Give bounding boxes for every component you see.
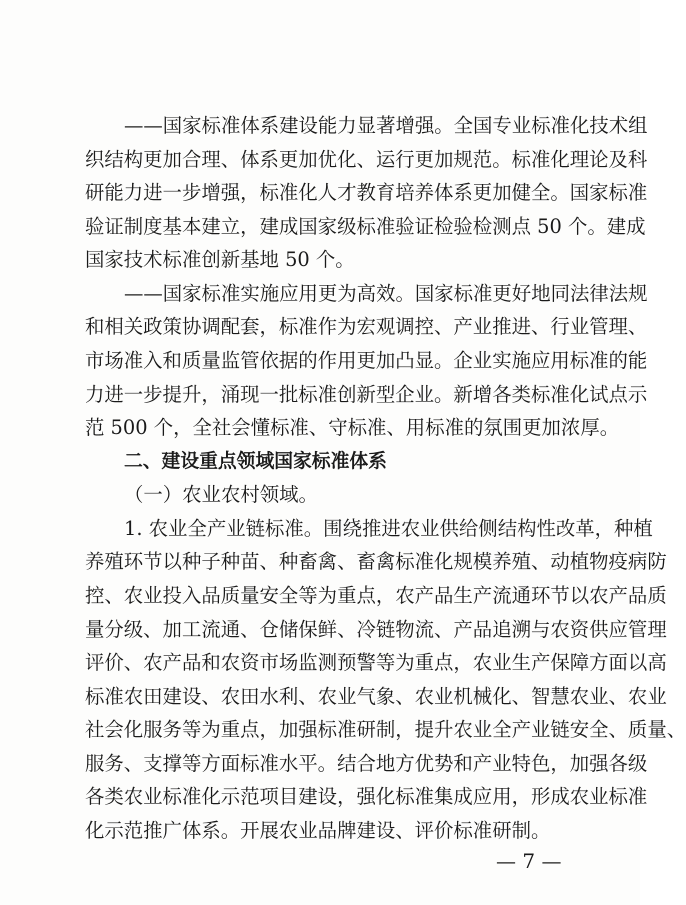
paragraph-line: ——国家标准实施应用更为高效。国家标准更好地同法律法规 [124,281,648,305]
paragraph-line: 国家技术标准创新基地 50 个。 [85,248,355,272]
paragraph-line: 市场准入和质量监管依据的作用更加凸显。企业实施应用标准的能 [85,349,648,372]
paragraph-line: 和相关政策协调配套，标准作为宏观调控、产业推进、行业管理、 [85,315,648,339]
page-number: — 7 — [496,849,562,874]
paragraph-line: 化示范推广体系。开展农业品牌建设、评价标准研制。 [85,819,551,842]
paragraph-line: 验证制度基本建立，建成国家级标准验证检验检测点 50 个。建成 [85,214,646,238]
paragraph-line: 织结构更加合理、体系更加优化、运行更加规范。标准化理论及科 [85,147,648,171]
paragraph-line: 社会化服务等为重点，加强标准研制，提升农业全产业链安全、质量、 [85,718,686,742]
paragraph-line: 研能力进一步增强，标准化人才教育培养体系更加健全。国家标准 [85,181,648,205]
paragraph-line: 各类农业标准化示范项目建设，强化标准集成应用，形成农业标准 [85,785,648,809]
paragraph-line: 范 500 个，全社会懂标准、守标准、用标准的氛围更加浓厚。 [85,416,620,440]
paragraph-line: 评价、农产品和农资市场监测预警等为重点，农业生产保障方面以高 [85,651,667,675]
subsection-heading: （一）农业农村领域。 [124,483,318,507]
paragraph-line: 1. 农业全产业链标准。围绕推进农业供给侧结构性改革，种植 [124,516,653,540]
paragraph-line: 量分级、加工流通、仓储保鲜、冷链物流、产品追溯与农资供应管理 [85,617,667,641]
paragraph-line: 力进一步提升，涌现一批标准创新型企业。新增各类标准化试点示 [85,382,648,406]
paragraph-line: 养殖环节以种子种苗、种畜禽、畜禽标准化规模养殖、动植物疫病防 [85,550,667,574]
paragraph-line: 控、农业投入品质量安全等为重点，农产品生产流通环节以农产品质 [85,584,667,607]
paragraph-line: 服务、支撑等方面标准水平。结合地方优势和产业特色，加强各级 [85,751,648,775]
section-heading: 二、建设重点领域国家标准体系 [124,450,387,472]
paragraph-line: 标准农田建设、农田水利、农业气象、农业机械化、智慧农业、农业 [85,684,667,708]
paragraph-line: ——国家标准体系建设能力显著增强。全国专业标准化技术组 [124,114,648,137]
